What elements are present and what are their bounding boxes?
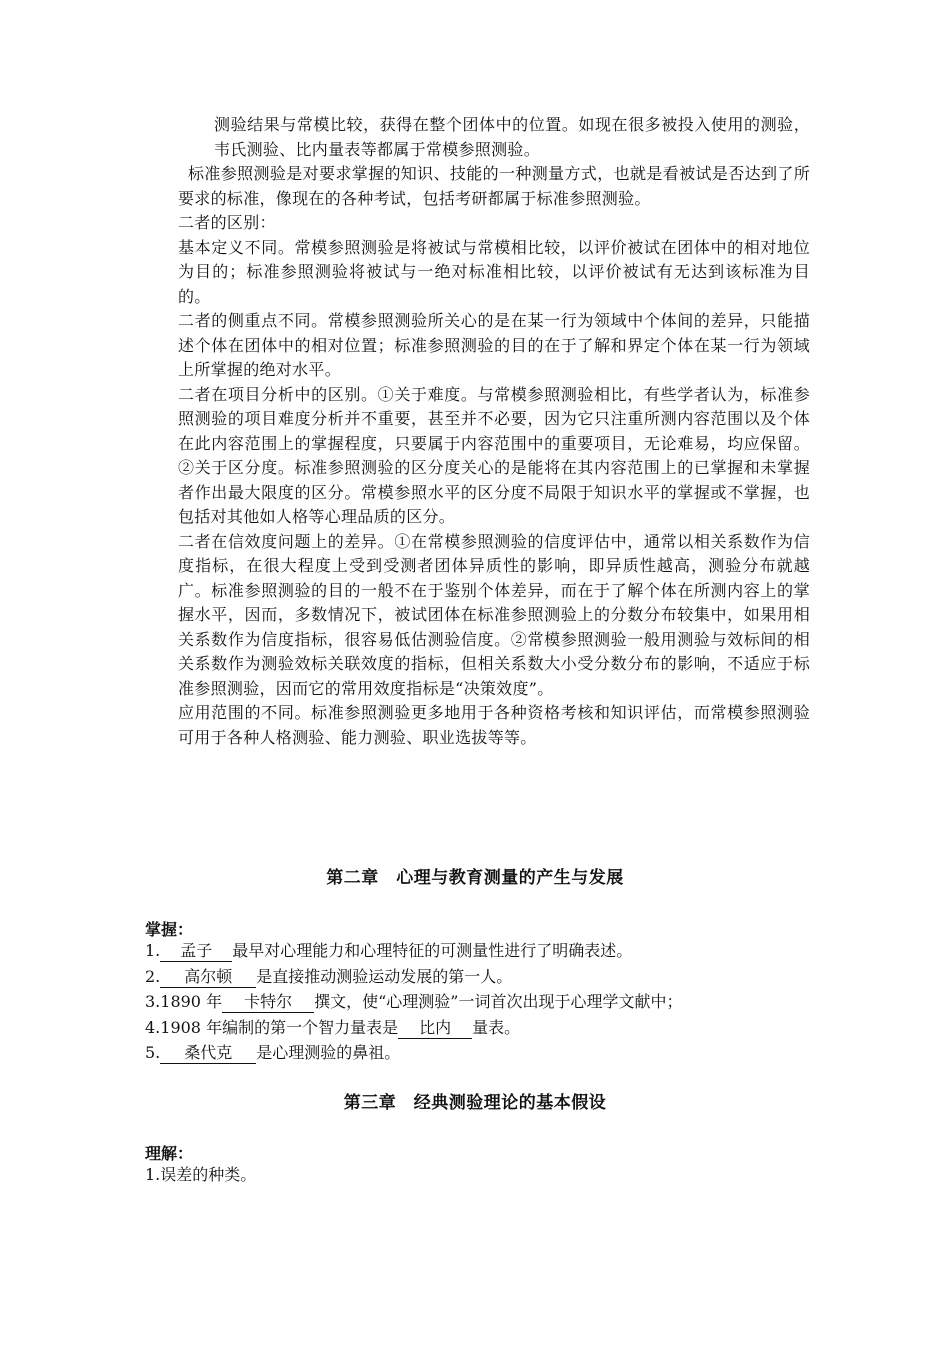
fill-blank: 桑代克 xyxy=(160,1043,256,1064)
list-item xyxy=(145,1040,805,1066)
chapter-3-section-label: 理解： xyxy=(145,1144,194,1163)
chapter-2-list xyxy=(145,938,805,1066)
list-item xyxy=(145,964,805,990)
list-item xyxy=(145,989,805,1015)
item-text: 误差的种类。 xyxy=(160,1165,257,1184)
paragraph-differences-heading: 二者的区别： xyxy=(178,213,276,232)
fill-blank: 高尔顿 xyxy=(160,967,256,988)
paragraph-application-scope: 应用范围的不同。标准参照测验更多地用于各种资格考核和知识评估，而常模参照测验可用于各种人格测验、能力测验、职业选拔等等。 xyxy=(178,703,810,747)
chapter-3-list xyxy=(145,1162,805,1188)
body-text xyxy=(178,113,810,750)
item-prefix: 1908 年编制的第一个智力量表是 xyxy=(160,1017,399,1037)
paragraph-focus: 二者的侧重点不同。常模参照测验所关心的是在某一行为领域中个体间的差异，只能描述个体在团体中的相对位置；标准参照测验的目的在于了解和界定个体在某一行为领域上所掌握的绝对水平。 xyxy=(178,311,810,379)
item-number: 5. xyxy=(145,1043,161,1062)
paragraph-reliability-validity: 二者在信效度问题上的差异。①在常模参照测验的信度评估中，通常以相关系数作为信度指标，在很大程度上受到受测者团体异质性的影响，即异质性越高，测验分布就越广。标准参照测验的目的一般不在于鉴别个体差异，而在于了解个体在所测内容上的掌握水平，因而，多数情况下，被试团体在标准参照测验上的分数分布较集中，如果用相关系数作为信度指标，很容易低估测验信度。②常模参照测验一般用测验与效标间的相关系数作为测验效标关联效度的指标，但相关系数大小受分数分布的影响，不适应于标准参照测验，因而它的常用效度指标是“决策效度”。 xyxy=(178,531,810,698)
item-number: 1. xyxy=(145,941,161,960)
paragraph-criterion-reference: 标准参照测验是对要求掌握的知识、技能的一种测量方式，也就是看被试是否达到了所要求的标准，像现在的各种考试，包括考研都属于标准参照测验。 xyxy=(178,164,810,208)
item-number: 3. xyxy=(145,992,161,1011)
chapter-3-title: 第三章 经典测验理论的基本假设 xyxy=(343,1093,607,1113)
list-item xyxy=(145,1162,805,1188)
item-number: 4. xyxy=(145,1017,161,1037)
paragraph-norm-reference: 测验结果与常模比较，获得在整个团体中的位置。如现在很多被投入使用的测验，韦氏测验、比内量表等都属于常模参照测验。 xyxy=(214,115,810,159)
item-text: 是直接推动测验运动发展的第一人。 xyxy=(256,966,513,986)
paragraph-definition: 基本定义不同。常模参照测验是将被试与常模相比较，以评价被试在团体中的相对地位为目的；标准参照测验将被试与一绝对标准相比较，以评价被试有无达到该标准为目的。 xyxy=(178,237,810,306)
fill-blank: 卡特尔 xyxy=(222,992,314,1013)
chapter-2-section-label: 掌握： xyxy=(145,920,194,939)
fill-blank: 孟子 xyxy=(160,941,232,962)
item-number: 1. xyxy=(145,1165,161,1184)
list-item xyxy=(145,1015,805,1041)
list-item xyxy=(145,938,805,964)
item-number: 2. xyxy=(145,966,161,986)
item-text: 量表。 xyxy=(472,1017,521,1037)
fill-blank: 比内 xyxy=(398,1018,472,1039)
item-text: 最早对心理能力和心理特征的可测量性进行了明确表述。 xyxy=(232,941,633,960)
chapter-2-title: 第二章 心理与教育测量的产生与发展 xyxy=(326,868,624,888)
item-text: 撰文，使“心理测验”一词首次出现于心理学文献中； xyxy=(314,992,683,1011)
item-text: 是心理测验的鼻祖。 xyxy=(256,1043,401,1062)
paragraph-item-analysis: 二者在项目分析中的区别。①关于难度。与常模参照测验相比，有些学者认为，标准参照测验的项目难度分析并不重要，甚至并不必要，因为它只注重所测内容范围以及个体在此内容范围上的掌握程度，只要属于内容范围中的重要项目，无论难易，均应保留。②关于区分度。标准参照测验的区分度关心的是能将在其内容范围上的已掌握和未掌握者作出最大限度的区分。常模参照水平的区分度不局限于知识水平的掌握或不掌握，也包括对其他如人格等心理品质的区分。 xyxy=(178,384,810,526)
item-prefix: 1890 年 xyxy=(160,992,223,1011)
